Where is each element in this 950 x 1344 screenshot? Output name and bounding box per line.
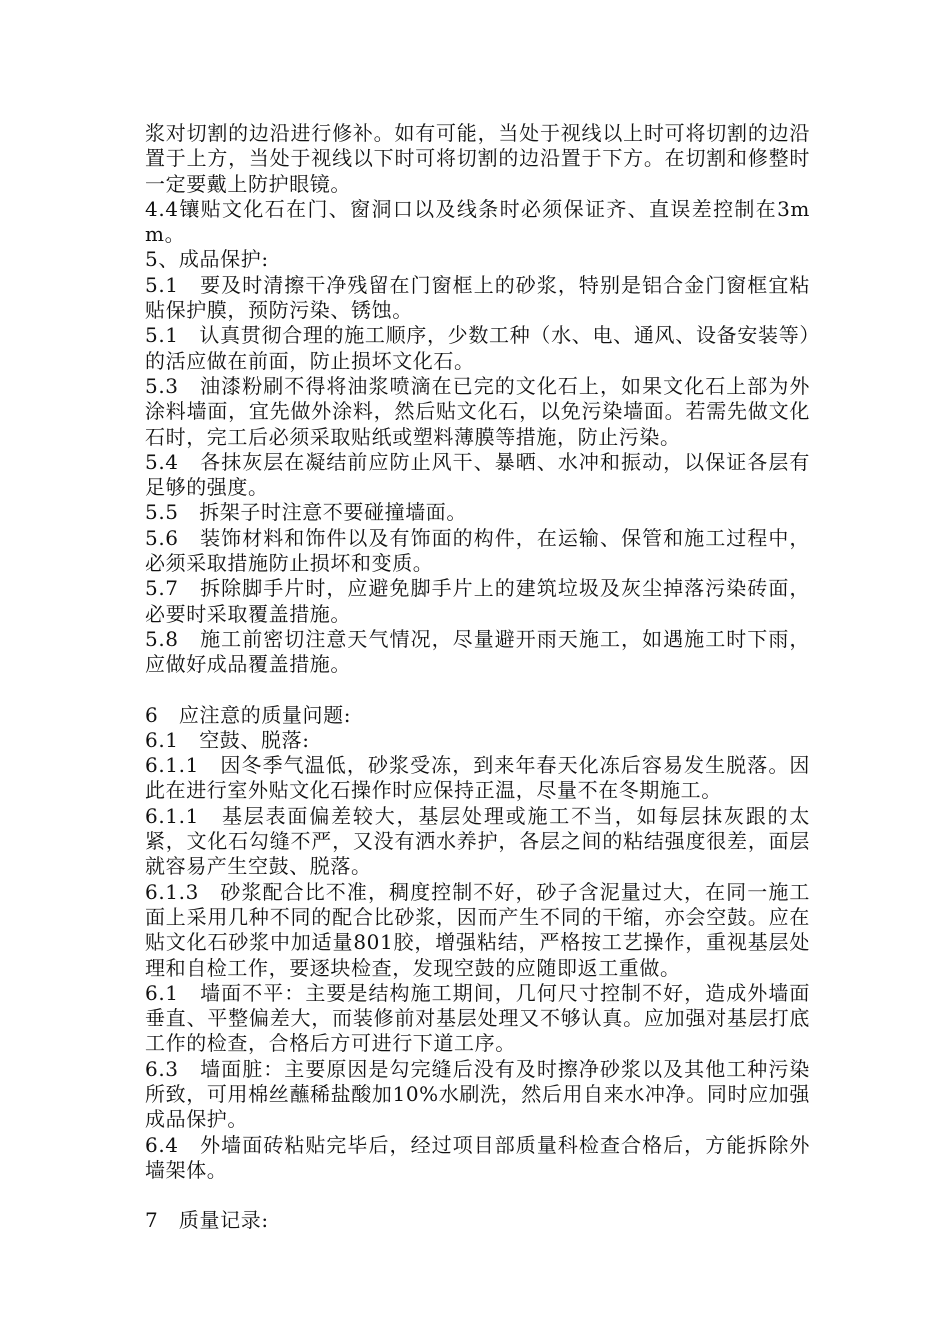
blank-line	[145, 1183, 810, 1208]
paragraph-5-1a: 5.1 要及时清擦干净残留在门窗框上的砂浆，特别是铝合金门窗框宜粘贴保护膜，预防污染、锈蚀。	[145, 272, 810, 323]
section-6-heading: 6 应注意的质量问题:	[145, 702, 352, 727]
paragraph-6-3: 6.3 墙面脏：主要原因是勾完缝后没有及时擦净砂浆以及其他工种污染所致，可用棉丝蘸稀盐酸加10%水刷洗，然后用自来水冲净。同时应加强成品保护。	[145, 1056, 810, 1132]
paragraph-6-1-1b: 6.1.1 基层表面偏差较大，基层处理或施工不当，如每层抹灰跟的太紧，文化石勾缝不严，又没有洒水养护，各层之间的粘结强度很差，面层就容易产生空鼓、脱落。	[145, 803, 810, 879]
paragraph-5-4: 5.4 各抹灰层在凝结前应防止风干、暴晒、水冲和振动，以保证各层有足够的强度。	[145, 449, 810, 500]
paragraph-6-1-3: 6.1.3 砂浆配合比不准，稠度控制不好，砂子含泥量过大，在同一施工面上采用几种不同的配合比砂浆，因而产生不同的干缩，亦会空鼓。应在贴文化石砂浆中加适量801胶，增强粘结，严格按工艺操作，重视基层处理和自检工作，要逐块检查，发现空鼓的应随即返工重做。	[145, 879, 810, 980]
paragraph-5-5: 5.5 拆架子时注意不要碰撞墙面。	[145, 500, 468, 525]
paragraph-6-1-1a: 6.1.1 因冬季气温低，砂浆受冻，到来年春天化冻后容易发生脱落。因此在进行室外贴文化石操作时应保持正温，尽量不在冬期施工。	[145, 753, 810, 803]
paragraph-5-7: 5.7 拆除脚手片时，应避免脚手片上的建筑垃圾及灰尘掉落污染砖面，必要时采取覆盖措施。	[145, 576, 810, 626]
section-5-heading: 5、成品保护:	[145, 247, 269, 272]
paragraph-5-8: 5.8 施工前密切注意天气情况，尽量避开雨天施工，如遇施工时下雨，应做好成品覆盖措施。	[145, 626, 810, 677]
paragraph-6-4: 6.4 外墙面砖粘贴完毕后，经过项目部质量科检查合格后，方能拆除外墙架体。	[145, 1132, 810, 1182]
paragraph-4-4: 4.4镶贴文化石在门、窗洞口以及线条时必须保证齐、直误差控制在3mm。	[145, 196, 810, 247]
blank-line	[145, 678, 810, 703]
paragraph-cutting-edge: 浆对切割的边沿进行修补。如有可能，当处于视线以上时可将切割的边沿置于上方，当处于视线以下时可将切割的边沿置于下方。在切割和修整时一定要戴上防护眼镜。	[145, 121, 810, 196]
paragraph-5-3: 5.3 油漆粉刷不得将油浆喷滴在已完的文化石上，如果文化石上部为外涂料墙面，宜先做外涂料，然后贴文化石，以免污染墙面。若需先做文化石时，完工后必须采取贴纸或塑料薄膜等措施，防止污染。	[145, 373, 810, 449]
section-7-heading: 7 质量记录:	[145, 1208, 269, 1233]
paragraph-5-1b: 5.1 认真贯彻合理的施工顺序，少数工种（水、电、通风、设备安装等）的活应做在前面，防止损坏文化石。	[145, 323, 810, 373]
paragraph-5-6: 5.6 装饰材料和饰件以及有饰面的构件，在运输、保管和施工过程中，必须采取措施防止损坏和变质。	[145, 525, 810, 576]
paragraph-6-1: 6.1 空鼓、脱落:	[145, 727, 310, 752]
paragraph-6-1-wall-uneven: 6.1 墙面不平：主要是结构施工期间，几何尺寸控制不好，造成外墙面垂直、平整偏差大，而装修前对基层处理又不够认真。应加强对基层打底工作的检查，合格后方可进行下道工序。	[145, 980, 810, 1056]
document-page	[145, 121, 810, 1233]
